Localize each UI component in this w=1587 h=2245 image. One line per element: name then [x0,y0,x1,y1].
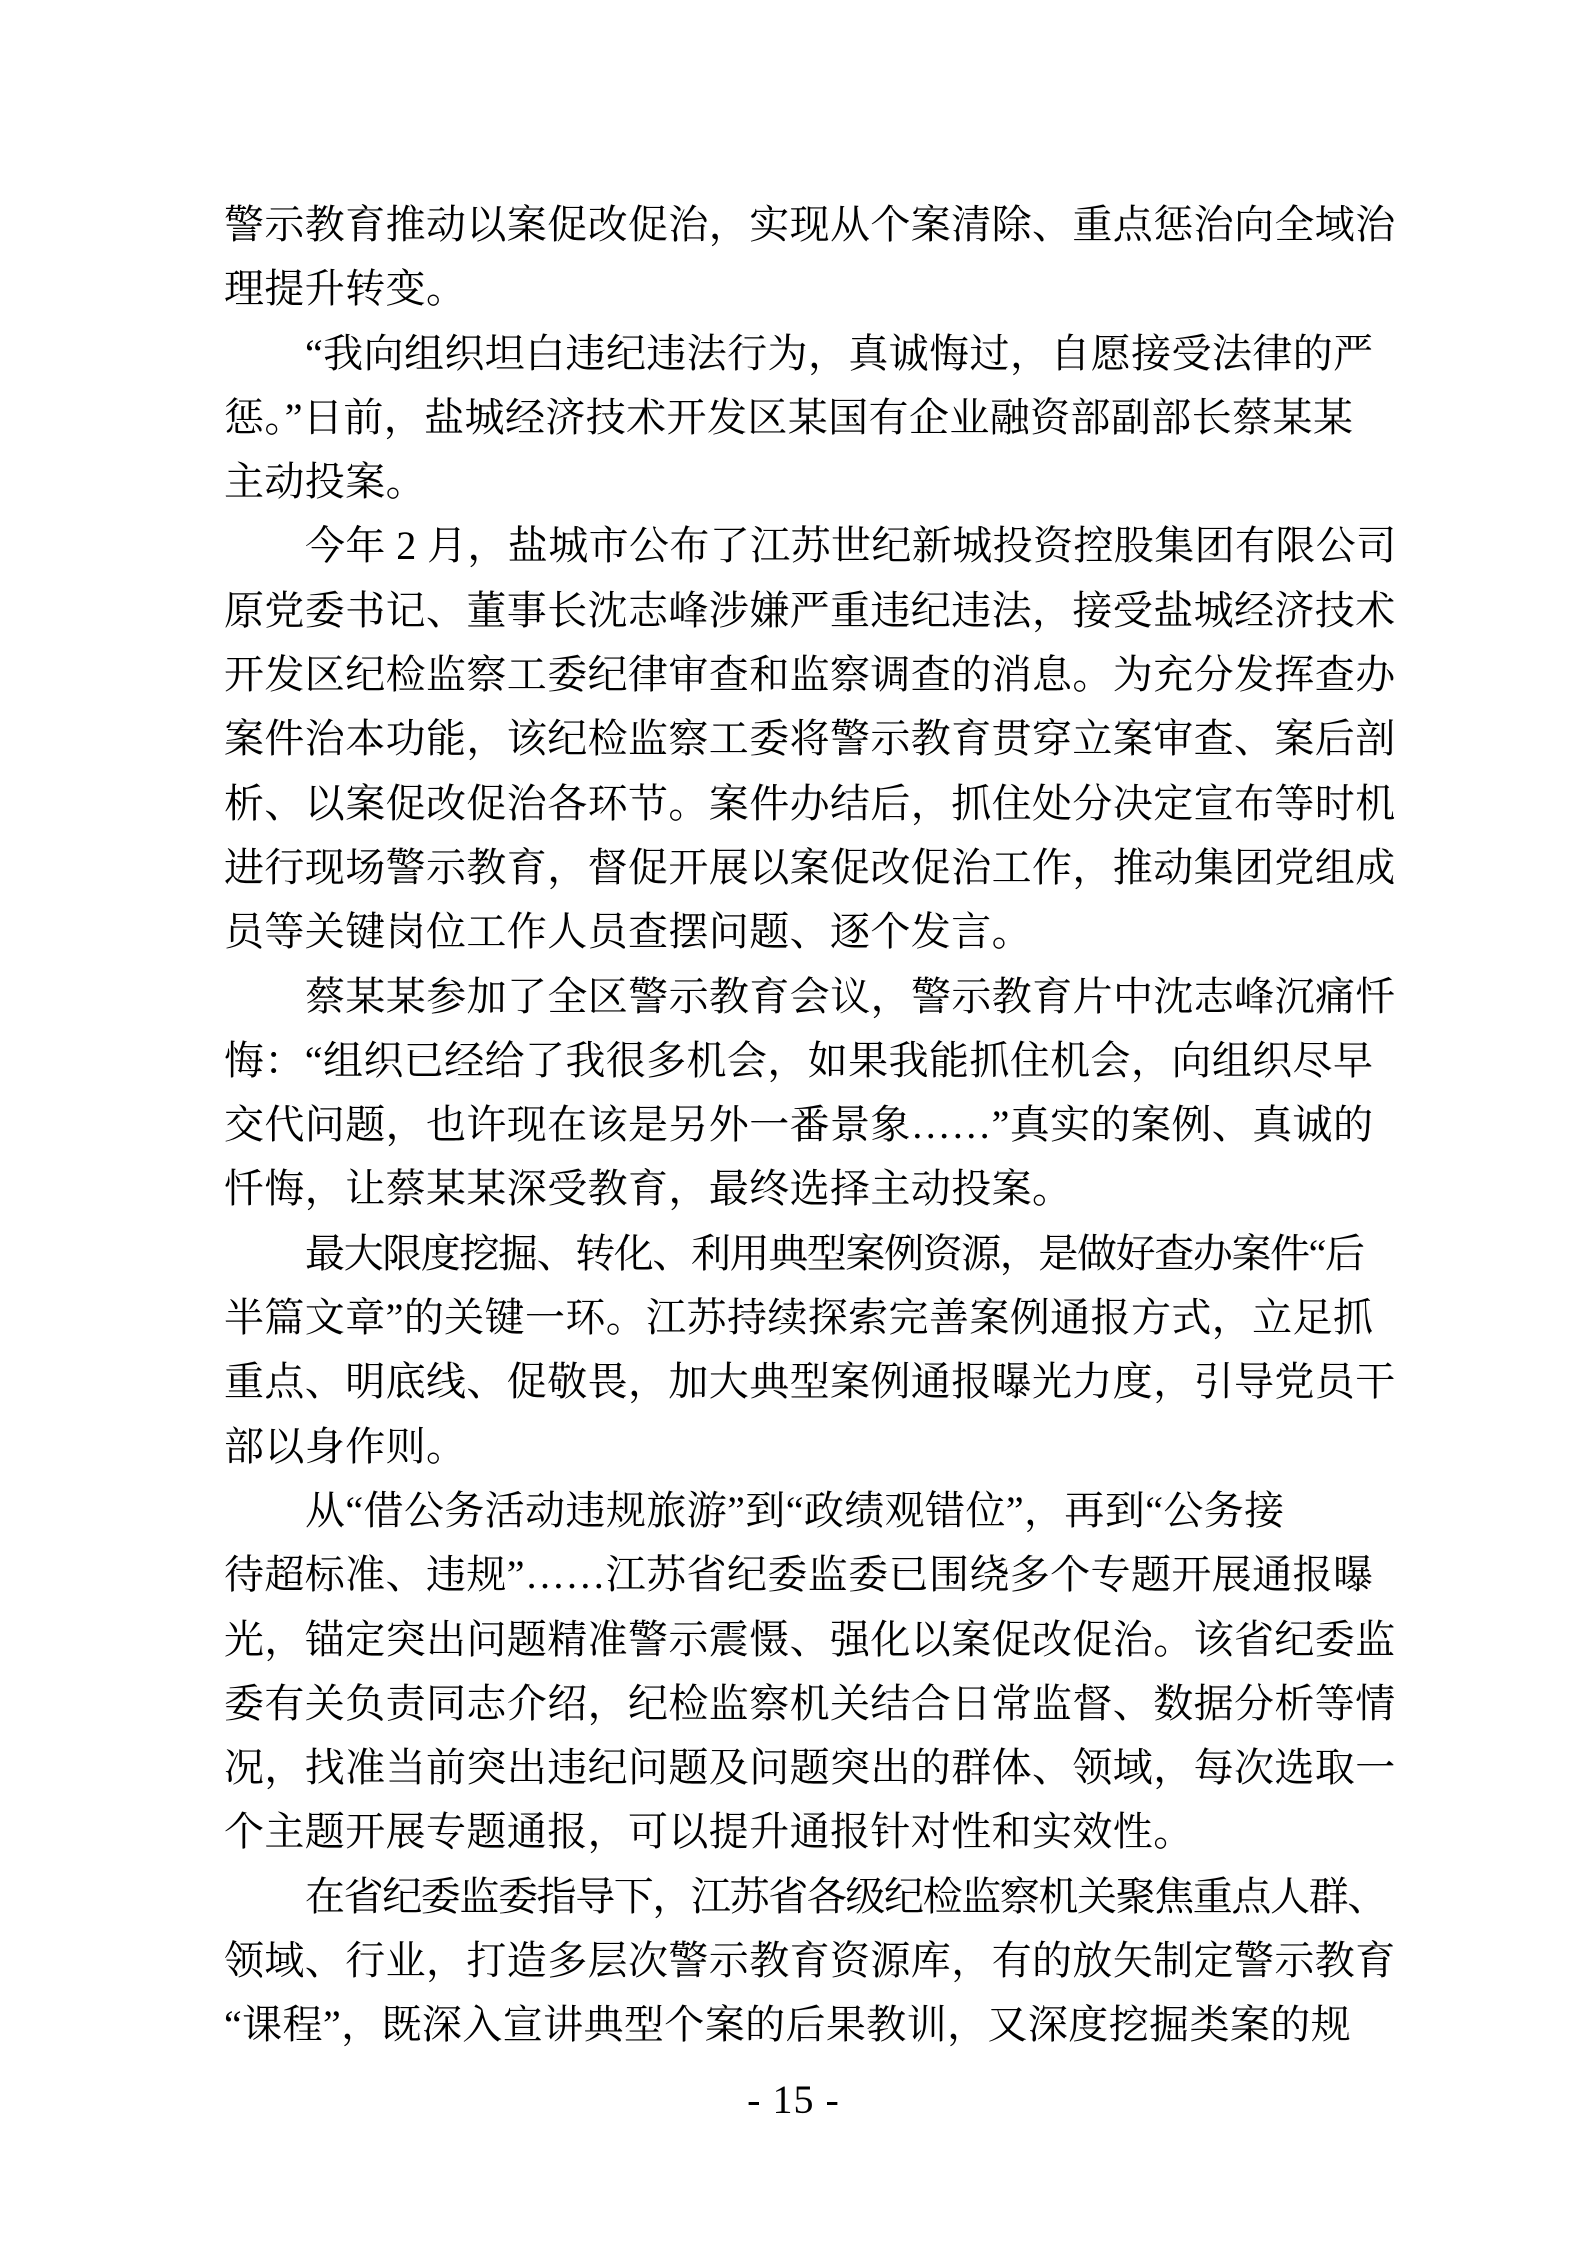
text-line: 最大限度挖掘、转化、利用典型案例资源，是做好查办案件“后 [305,1230,1364,1276]
text-line: 蔡某某参加了全区警示教育会议，警示教育片中沈志峰沉痛忏 [305,973,1396,1019]
text-line: 原党委书记、董事长沈志峰涉嫌严重违纪违法，接受盐城经济技术 [224,587,1396,633]
text-line: 个主题开展专题通报，可以提升通报针对性和实效性。 [224,1809,1194,1855]
text-line: 从“借公务活动违规旅游”到“政绩观错位”，再到“公务接 [305,1487,1285,1533]
text-line: 委有关负责同志介绍，纪检监察机关结合日常监督、数据分析等情 [224,1680,1396,1726]
document-body [224,193,1400,2058]
page-number: - 15 - [747,2077,840,2122]
text-line: 在省纪委监委指导下，江苏省各级纪检监察机关聚焦重点人群、 [305,1873,1386,1919]
text-line: 交代问题，也许现在该是另外一番景象……”真实的案例、真诚的 [224,1102,1374,1148]
text-line: 况，找准当前突出违纪问题及问题突出的群体、领域，每次选取一 [224,1745,1396,1791]
text-line: 忏悔，让蔡某某深受教育，最终选择主动投案。 [224,1166,1073,1212]
text-line: 光，锚定突出问题精准警示震慑、强化以案促改促治。该省纪委监 [224,1616,1396,1662]
text-line: 理提升转变。 [224,266,467,312]
text-line: 警示教育推动以案促改促治，实现从个案清除、重点惩治向全域治 [224,202,1396,247]
text-line: “课程”，既深入宣讲典型个案的后果教训，又深度挖掘类案的规 [224,2002,1352,2048]
text-line: 悔：“组织已经给了我很多机会，如果我能抓住机会，向组织尽早 [224,1037,1374,1083]
text-line: 开发区纪检监察工委纪律审查和监察调查的消息。为充分发挥查办 [224,652,1396,698]
text-line: 半篇文章”的关键一环。江苏持续探索完善案例通报方式，立足抓 [224,1295,1374,1341]
text-line: 今年 2 月，盐城市公布了江苏世纪新城投资控股集团有限公司 [305,523,1397,569]
text-line: 部以身作则。 [224,1423,467,1469]
text-line: 案件治本功能，该纪检监察工委将警示教育贯穿立案审查、案后剖 [224,716,1396,762]
text-line: 进行现场警示教育，督促开展以案促改促治工作，推动集团党组成 [224,844,1396,890]
text-line: 领域、行业，打造多层次警示教育资源库，有的放矢制定警示教育 [224,1938,1396,1984]
text-line: “我向组织坦白违纪违法行为，真诚悔过，自愿接受法律的严 [305,330,1374,376]
text-line: 员等关键岗位工作人员查摆问题、逐个发言。 [224,909,1032,955]
text-line: 惩。”日前，盐城经济技术开发区某国有企业融资部副部长蔡某某 [224,394,1354,440]
text-line: 析、以案促改促治各环节。案件办结后，抓住处分决定宣布等时机 [224,780,1396,826]
text-line: 待超标准、违规”……江苏省纪委监委已围绕多个专题开展通报曝 [224,1552,1374,1598]
text-line: 重点、明底线、促敬畏，加大典型案例通报曝光力度，引导党员干 [224,1359,1396,1405]
text-line: 主动投案。 [224,459,426,505]
